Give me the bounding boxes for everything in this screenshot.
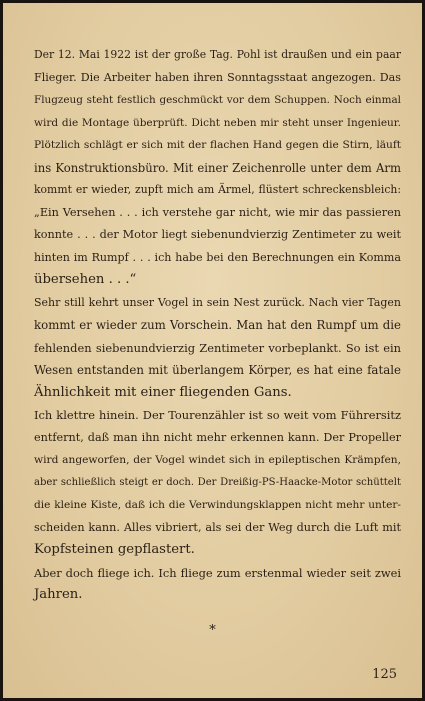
text-line: wird angeworfen, der Vogel windet sich in epileptischen Krämpfen, [34, 453, 401, 466]
paragraph-4 [34, 562, 401, 607]
text-line: entfernt, daß man ihn nicht mehr erkennen kann. Der Propeller [34, 430, 401, 444]
paragraph-2 [34, 292, 401, 405]
paragraph-3 [34, 404, 401, 562]
text-line: die kleine Kiste, daß ich die Verwindungsklappen nicht mehr unter- [34, 499, 401, 511]
text-line: übersehen . . .“ [34, 272, 137, 287]
text-line: konnte . . . der Motor liegt siebenundvierzig Zentimeter zu weit [34, 228, 401, 241]
text-line: Kopfsteinen gepflastert. [34, 542, 195, 557]
text-line: Wesen entstanden mit überlangem Körper, es hat eine fatale [34, 363, 401, 377]
text-line: Jahren. [34, 587, 83, 602]
text-line: „Ein Versehen . . . ich verstehe gar nicht, wie mir das passieren [34, 205, 401, 219]
text-line: Der 12. Mai 1922 ist der große Tag. Pohl ist draußen und ein paar [34, 48, 401, 61]
text-line: Flieger. Die Arbeiter haben ihren Sonntagsstaat angezogen. Das [34, 70, 401, 84]
book-page [3, 3, 422, 698]
text-line: wird die Montage überprüft. Dicht neben mir steht unser Ingenieur. [34, 116, 401, 129]
text-line: kommt er wieder, zupft mich am Ärmel, flüstert schreckensbleich: [34, 183, 401, 196]
text-line: Ich klettre hinein. Der Tourenzähler ist so weit vom Führersitz [34, 408, 401, 422]
text-line: Flugzeug steht festlich geschmückt vor dem Schuppen. Noch einmal [34, 94, 401, 106]
text-line: ins Konstruktionsbüro. Mit einer Zeichenrolle unter dem Arm [34, 160, 401, 175]
text-line: kommt er wieder zum Vorschein. Man hat den Rumpf um die [34, 318, 401, 332]
body-text [34, 44, 401, 607]
text-line: Sehr still kehrt unser Vogel in sein Nest zurück. Nach vier Tagen [34, 295, 401, 309]
text-line: Ähnlichkeit mit einer fliegenden Gans. [34, 384, 292, 400]
page-number: 125 [372, 667, 397, 682]
text-line: fehlenden siebenundvierzig Zentimeter vorbeplankt. So ist ein [34, 340, 401, 355]
paragraph-1 [34, 44, 401, 292]
text-line: aber schließlich steigt er doch. Der Dreißig-PS-Haacke-Motor schüttelt [34, 476, 401, 488]
section-ornament: * [209, 623, 216, 638]
text-line: Plötzlich schlägt er sich mit der flachen Hand gegen die Stirn, läuft [34, 139, 401, 151]
text-line: scheiden kann. Alles vibriert, als sei der Weg durch die Luft mit [34, 520, 401, 534]
text-line: Aber doch fliege ich. Ich fliege zum erstenmal wieder seit zwei [34, 565, 401, 580]
text-line: hinten im Rumpf . . . ich habe bei den Berechnungen ein Komma [34, 250, 401, 264]
